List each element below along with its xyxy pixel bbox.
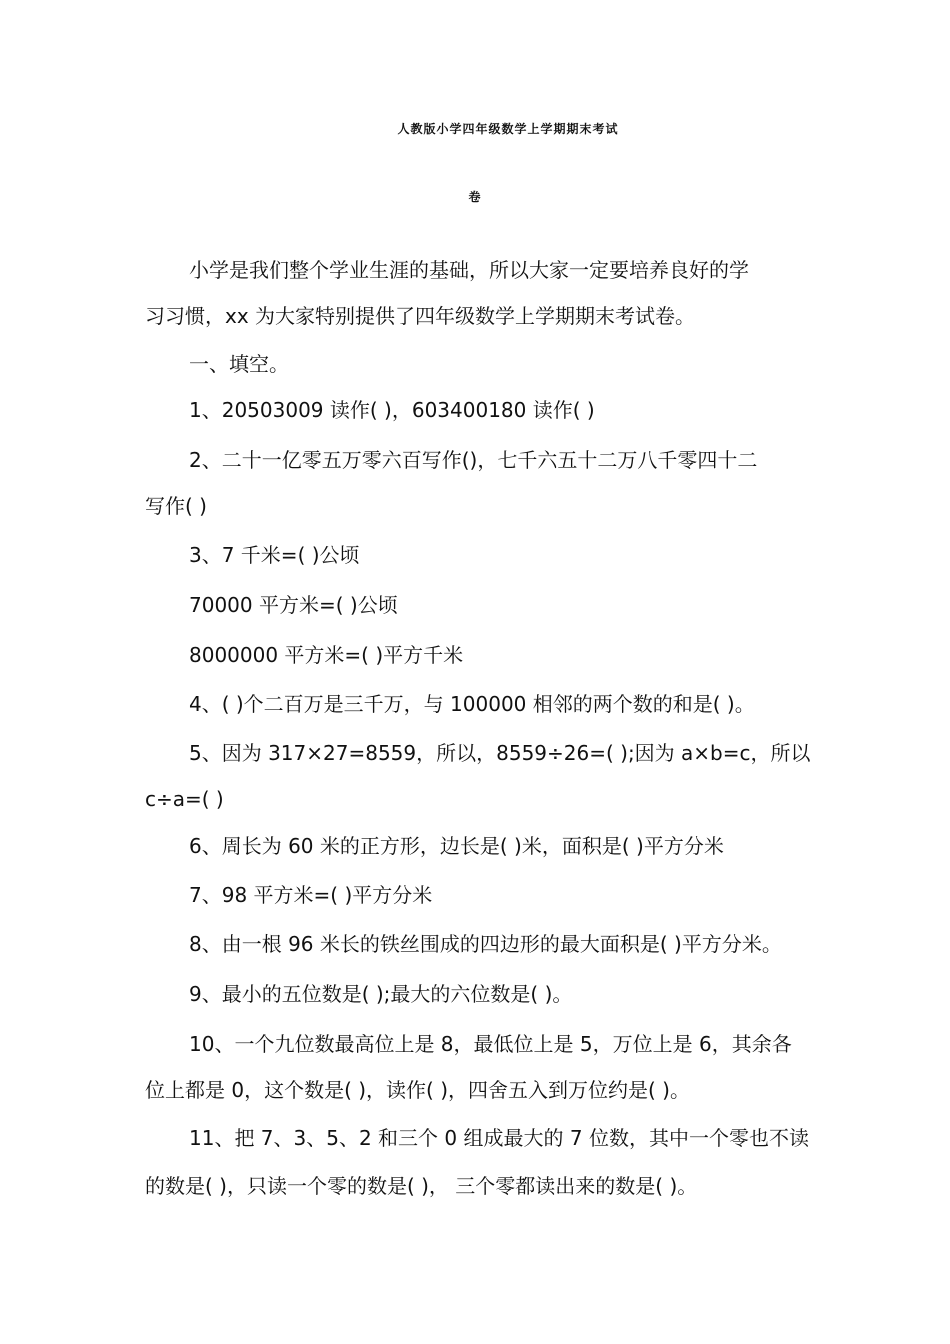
question-3-line-2: 70000 平方米=( )公顷 xyxy=(189,593,398,617)
question-5-line-2: c÷a=( ) xyxy=(145,787,224,811)
section-heading: 一、填空。 xyxy=(189,352,289,376)
intro-paragraph-line-1: 小学是我们整个学业生涯的基础，所以大家一定要培养良好的学 xyxy=(189,258,749,282)
question-10-line-1: 10、一个九位数最高位上是 8，最低位上是 5，万位上是 6，其余各 xyxy=(189,1032,792,1056)
question-5-line-1: 5、因为 317×27=8559，所以，8559÷26=( );因为 a×b=c，所以 xyxy=(189,741,811,765)
question-11-line-1: 11、把 7、3、5、2 和三个 0 组成最大的 7 位数，其中一个零也不读 xyxy=(189,1126,809,1150)
question-7: 7、98 平方米=( )平方分米 xyxy=(189,883,433,907)
question-9: 9、最小的五位数是( );最大的六位数是( )。 xyxy=(189,982,573,1006)
question-2-line-1: 2、二十一亿零五万零六百写作()，七千六五十二万八千零四十二 xyxy=(189,448,758,472)
question-6: 6、周长为 60 米的正方形，边长是( )米，面积是( )平方分米 xyxy=(189,834,724,858)
question-10-line-2: 位上都是 0，这个数是( )，读作( )，四舍五入到万位约是( )。 xyxy=(145,1078,690,1102)
intro-paragraph-line-2: 习习惯，xx 为大家特别提供了四年级数学上学期期末考试卷。 xyxy=(145,304,696,328)
question-3-line-3: 8000000 平方米=( )平方千米 xyxy=(189,643,464,667)
question-1: 1、20503009 读作( )，603400180 读作( ) xyxy=(189,398,595,422)
question-4: 4、( )个二百万是三千万，与 100000 相邻的两个数的和是( )。 xyxy=(189,692,755,716)
document-title-line-1: 人教版小学四年级数学上学期期末考试 xyxy=(397,122,619,136)
question-8: 8、由一根 96 米长的铁丝围成的四边形的最大面积是( )平方分米。 xyxy=(189,932,782,956)
question-2-line-2: 写作( ) xyxy=(145,494,207,518)
document-title-line-2: 卷 xyxy=(468,190,482,204)
question-3-line-1: 3、7 千米=( )公顷 xyxy=(189,543,360,567)
question-11-line-2: 的数是( )，只读一个零的数是( )， 三个零都读出来的数是( )。 xyxy=(145,1174,698,1198)
